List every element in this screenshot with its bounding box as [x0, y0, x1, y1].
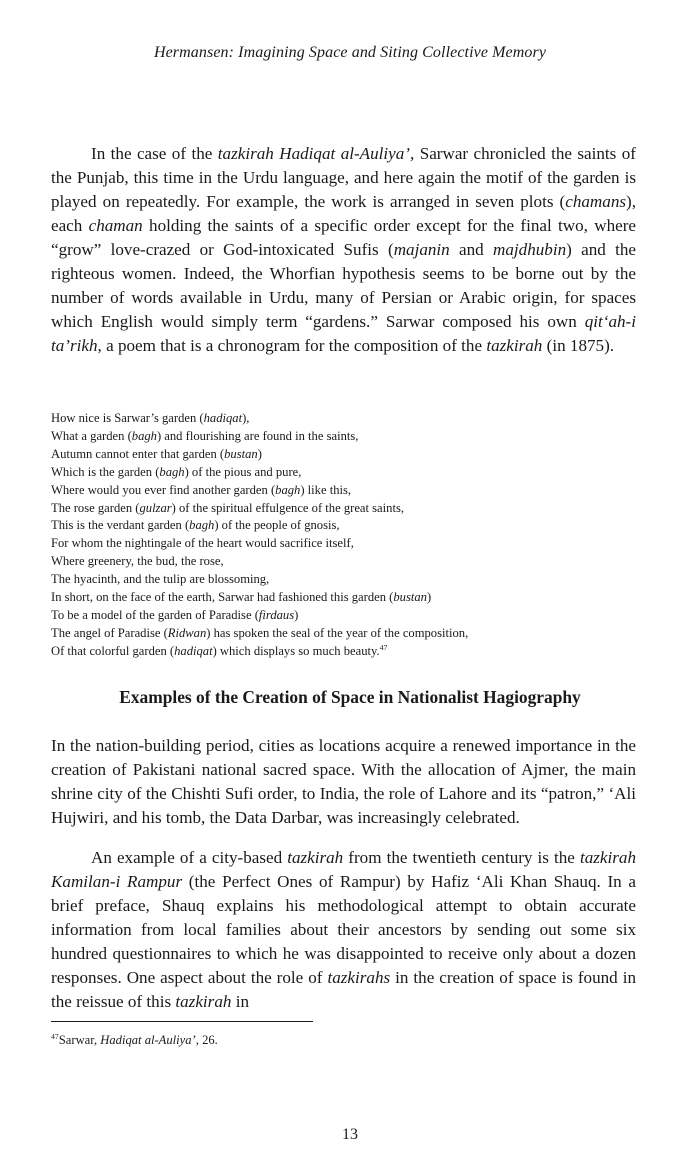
poem-line: The hyacinth, and the tulip are blossoming,: [51, 572, 270, 587]
poem-line: Of that colorful garden (hadiqat) which displays so much beauty.$^{47}$: [51, 642, 388, 658]
poem-line: How nice is Sarwar’s garden (hadiqat),: [51, 411, 250, 425]
poem-line: The rose garden (gulzar) of the spiritual effulgence of the great saints,: [51, 500, 404, 515]
running-header: Hermansen: Imagining Space and Siting Collective Memory: [153, 44, 547, 61]
poem-line: Where greenery, the bud, the rose,: [51, 554, 224, 569]
paragraph-rampur: An example of a city-based tazkirah from the twentieth century is the tazkirah Kamilan-i Rampur (the Perfect Ones of Rampur) by Hafiz ‘Ali Khan Shauq. In a brief preface, Shauq explains his methodological attempt to obtain accurate information from local families about their ancestors by sending out some six hundred questionnaires to which he was disappointed to receive only about a dozen responses. One aspect about the role of tazkirahs in the creation of space is found in the reissue of this tazkirah in: [51, 848, 636, 1011]
poem-line: Where would you ever find another garden (bagh) like this,: [51, 482, 352, 497]
poem-line: This is the verdant garden (bagh) of the people of gnosis,: [51, 518, 340, 533]
poem-line: Autumn cannot enter that garden (bustan): [51, 446, 262, 461]
poem-line: In short, on the face of the earth, Sarwar had fashioned this garden (bustan): [51, 590, 432, 605]
footnote-divider: [51, 1021, 313, 1022]
footnote-number: 47: [51, 1031, 59, 1041]
section-heading: Examples of the Creation of Space in Nationalist Hagiography: [119, 687, 581, 707]
chronogram-poem: [51, 410, 651, 661]
poem-line: Which is the garden (bagh) of the pious and pure,: [51, 464, 302, 479]
poem-line: The angel of Paradise (Ridwan) has spoken the seal of the year of the composition,: [51, 625, 469, 640]
poem-line: For whom the nightingale of the heart would sacrifice itself,: [51, 536, 354, 551]
paragraph-hadiqat: In the case of the tazkirah Hadiqat al-Auliya’, Sarwar chronicled the saints of the Punjab, this time in the Urdu language, and here again the motif of the garden is played on repeatedly. For example, the work is arranged in seven plots (chamans), each chaman holding the saints of a specific order except for the final two, where “grow” love-crazed or God-intoxicated Sufis (majanin and majdhubin) and the righteous women. Indeed, the Whorfian hypothesis seems to be borne out by the number of words available in Urdu, many of Persian or Arabic origin, for spaces which English would simply term “gardens.” Sarwar composed his own qit‘ah-i ta’rikh, a poem that is a chronogram for the composition of the tazkirah (in 1875).: [51, 144, 636, 355]
footnote-ref-47[interactable]: 47: [379, 642, 388, 652]
footnote-47: $^{47}$Sarwar, Hadiqat al-Auliya’, 26.: [51, 1031, 218, 1047]
paragraph-nation-building: In the nation-building period, cities as locations acquire a renewed importance in the creation of Pakistani national sacred space. With the allocation of Ajmer, the main shrine city of the Chishti Sufi order, to India, the role of Lahore and its “patron,” ‘Ali Hujwiri, and his tomb, the Data Darbar, was increasingly celebrated.: [51, 736, 636, 827]
poem-line: To be a model of the garden of Paradise (firdaus): [51, 607, 299, 622]
poem-line: What a garden (bagh) and flourishing are found in the saints,: [51, 428, 359, 443]
page-number: 13: [342, 1126, 358, 1143]
